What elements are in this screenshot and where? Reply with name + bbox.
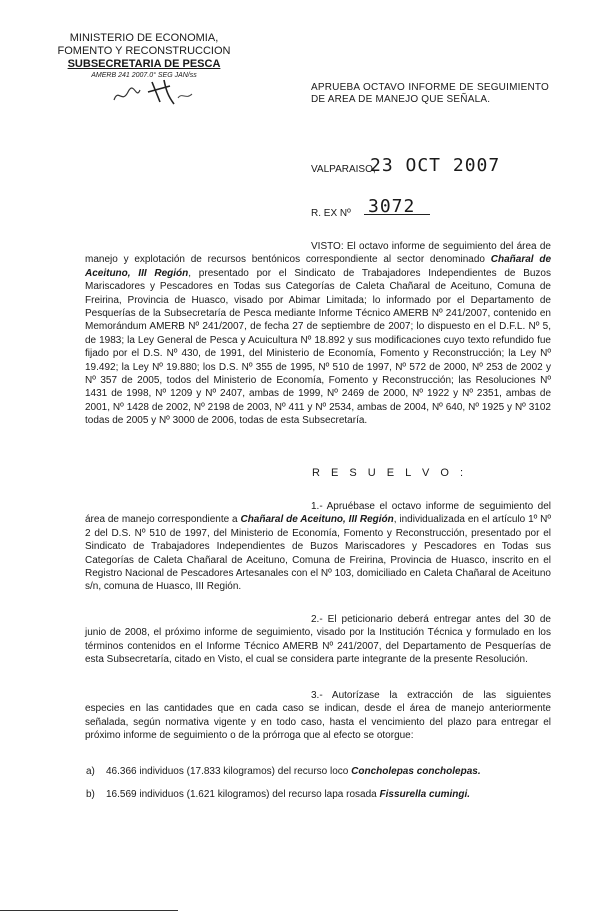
list-item-text: 46.366 individuos (17.833 kilogramos) del recurso loco [106,766,352,777]
document-reference: AMERB 241 2007.0° SEG JAN/ss [91,72,197,79]
article-2-text: junio de 2008, el próximo informe de seguimiento, visado por la Institución Técnica y formulado en los términos contenidos en el Informe Técnico AMERB Nº 241/2007, del Departamento de Pesquerías de esta Subsecretaría, citado en Visto, el cual se considera parte integrante de la presente Resolución. [85,627,551,666]
subsecretary-name: SUBSECRETARIA DE PESCA [67,58,221,70]
list-item [86,788,552,801]
place-label: VALPARAISO, [311,164,376,175]
list-item-label: b) [86,789,95,800]
rex-underline [364,214,430,215]
article-1 [85,500,551,594]
visto-paragraph [85,240,551,428]
list-item-species: Fissurella cumingi. [379,789,471,800]
list-item-text: 16.569 individuos (1.621 kilogramos) del recurso lapa rosada [106,789,380,800]
ministry-header [44,32,244,80]
rex-label: R. EX Nº [311,208,351,219]
visto-text-2: , presentado por el Sindicato de Trabajadores Independientes de Buzos Mariscadores y Pescadores en Todas sus Categorías de Caleta Chañaral de Aceituno, Comuna de Freirina, Provincia de Huasco, visado por Abimar Limitada; lo informado por el Departamento de Pesquerías de la Subsecretaría de Pesca mediante Informe Técnico AMERB Nº 241/2007, contenido en Memorándum AMERB Nº 241/2007, de fecha 27 de septiembre de 2007; lo dispuesto en el D.F.L. Nº 5, de 1983; la Ley General de Pesca y Acuicultura Nº 18.892 y sus modificaciones cuyo texto refundido fue fijado por el D.S. Nº 430, de 1991, del Ministerio de Economía, Fomento y Reconstrucción; la Ley Nº 19.492; la Ley Nº 19.880; los D.S. Nº 355 de 1995, Nº 510 de 1997, Nº 572 de 2000, Nº 253 de 2002 y Nº 357 de 2005, todos del Ministerio de Economía, Fomento y Reconstrucción; las Resoluciones Nº 1431 de 1998, Nº 1209 y Nº 2407, ambas de 1999, Nº 2469 de 2000, Nº 1922 y Nº 2351, ambas de 2001, Nº 1428 de 2002, Nº 2198 de 2003, Nº 411 y Nº 2534, ambas de 2004, Nº 640, Nº 1925 y Nº 3102 todas de 2005 y Nº 3000 de 2006, todas de esta Subsecretaría. [85,267,551,427]
article-3-lead: 3.- Autorízase la extracción de las siguientes [311,690,551,701]
list-item [86,765,552,778]
article-1-text-2: , individualizada en el artículo 1º Nº 2 del D.S. Nº 510 de 1997, del Ministerio de Economía, Fomento y Reconstrucción, presentado por el Sindicato de Trabajadores Independientes de Buzos Mariscadores y Pescadores en Todas sus Categorías de Caleta Chañaral de Aceituno, Comuna de Freirina, Provincia de Huasco, inscrito en el Registro Nacional de Pescadores Artesanales con el Nº 103, domiciliado en Caleta Chañaral de Aceituno s/n, comuna de Huasco, III Región. [85,514,552,593]
article-3-text: especies en las cantidades que en cada caso se indican, desde el área de manejo anteriormente señalada, según normativa vigente y en todo caso, hasta el vencimiento del plazo para entregar el próximo informe de seguimiento o de la prórroga que al efecto se otorgue: [85,703,551,742]
list-item-species: Concholepas concholepas. [351,766,481,777]
article-2-lead: 2.- El peticionario deberá entregar antes del 30 de [311,614,551,625]
article-1-sector: Chañaral de Aceituno, III Región [240,514,394,526]
visto-text-1: El octavo informe de seguimiento del área de manejo y explotación de recursos bentónicos correspondiente al sector denominado [85,241,551,266]
footer-rule [0,910,178,911]
article-3 [85,689,551,743]
list-item-label: a) [86,766,95,777]
resolution-subject: APRUEBA OCTAVO INFORME DE SEGUIMIENTO DE AREA DE MANEJO QUE SEÑALA. [311,82,549,105]
visto-lead: VISTO: [311,241,344,252]
article-2 [85,613,551,667]
initials-signature [108,74,198,108]
ministry-name: MINISTERIO DE ECONOMIA, [69,32,219,44]
rex-number-stamp: 3072 [368,196,416,217]
article-1-text-1: área de manejo correspondiente a [85,514,241,526]
visto-sector: Chañaral de Aceituno, III Región [85,254,552,279]
date-stamp: 23 OCT 2007 [370,155,501,176]
article-1-lead: 1.- Apruébase el octavo informe de seguimiento del [311,501,551,512]
ministry-subname: FOMENTO Y RECONSTRUCCION [57,45,231,57]
resuelvo-heading: R E S U E L V O : [312,467,468,479]
